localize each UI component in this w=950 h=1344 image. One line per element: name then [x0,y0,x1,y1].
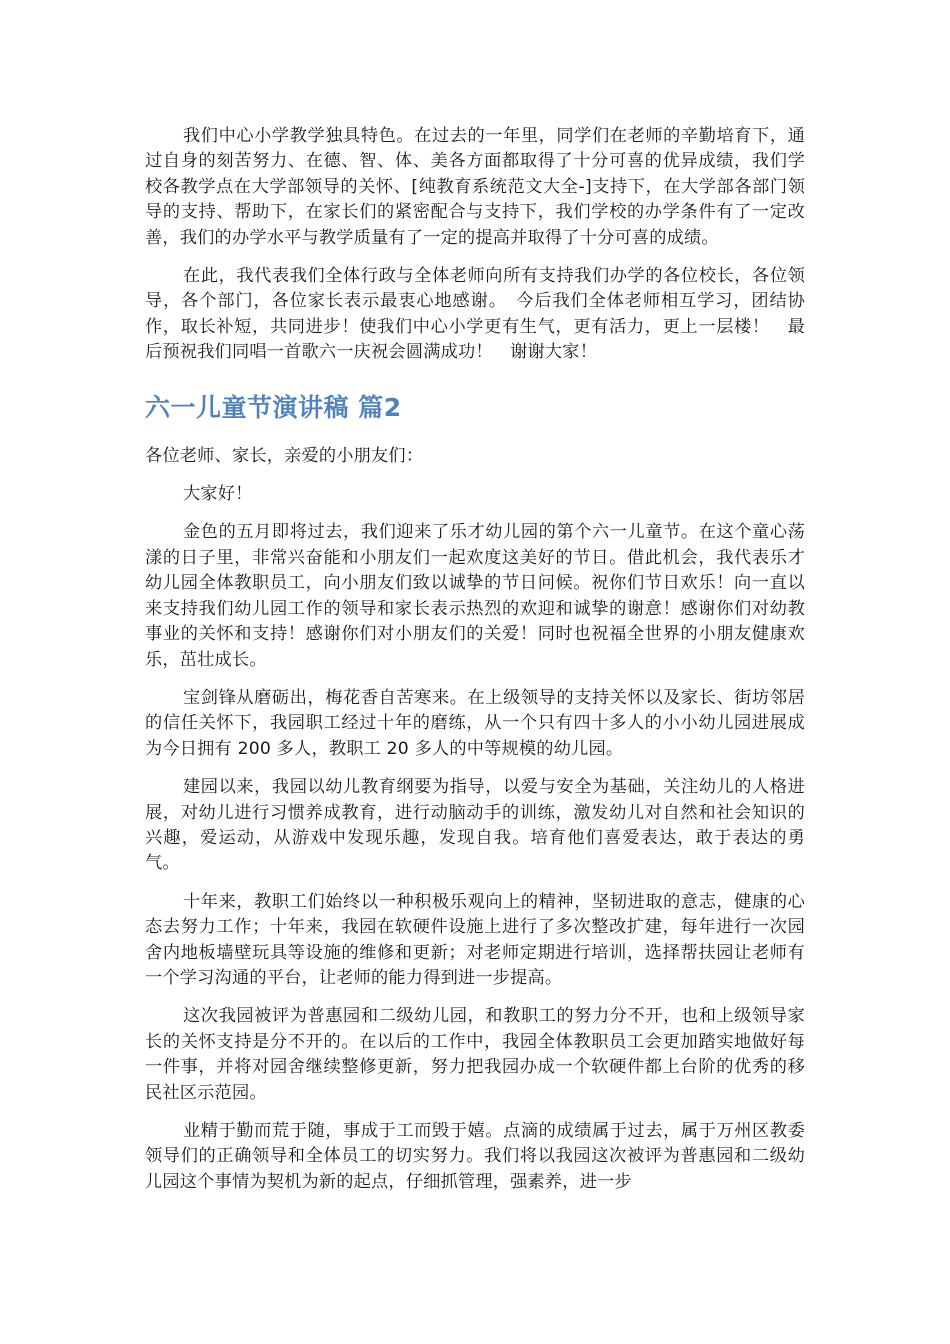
paragraph-thanks: 在此，我代表我们全体行政与全体老师向所有支持我们办学的各位校长，各位领导，各个部门，各位家长表示最衷心地感谢。 今后我们全体老师相互学习，团结协作，取长补短，共同进步！使我们中心小学更有生气，更有活力，更上一层楼！ 最后预祝我们同唱一首歌六一庆祝会圆满成功！ 谢谢大家！ [145,266,805,363]
paragraph-ten-years: 十年来，教职工们始终以一种积极乐观向上的精神，坚韧进取的意志，健康的心态去努力工作；十年来，我园在软硬件设施上进行了多次整改扩建，每年进行一次园舍内地板墙壁玩具等设施的维修和更新；对老师定期进行培训，选择帮扶园让老师有一个学习沟通的平台，让老师的能力得到进一步提高。 [145,891,805,988]
paragraph-education: 建园以来，我园以幼儿教育纲要为指导，以爱与安全为基础，关注幼儿的人格进展，对幼儿进行习惯养成教育，进行动脑动手的训练，激发幼儿对自然和社会知识的兴趣，爱运动，从游戏中发现乐趣，发现自我。培育他们喜爱表达，敢于表达的勇气。 [145,777,805,874]
greeting: 大家好！ [183,484,253,505]
section-heading: 六一儿童节演讲稿 篇2 [145,392,402,422]
paragraph-history: 宝剑锋从磨砺出，梅花香自苦寒来。在上级领导的支持关怀以及家长、街坊邻居的信任关怀下，我园职工经过十年的磨练，从一个只有四十多人的小小幼儿园进展成为今日拥有 200 多人，教职工 20 多人的中等规模的幼儿园。 [145,687,805,759]
paragraph-rating: 这次我园被评为普惠园和二级幼儿园，和教职工的努力分不开，也和上级领导家长的关怀支持是分不开的。在以后的工作中，我园全体教职员工会更加踏实地做好每一件事，并将对园舍继续整修更新，努力把我园办成一个软硬件都上台阶的优秀的移民社区示范园。 [145,1006,805,1103]
paragraph-welcome: 金色的五月即将过去，我们迎来了乐才幼儿园的第个六一儿童节。在这个童心荡漾的日子里，非常兴奋能和小朋友们一起欢度这美好的节日。借此机会，我代表乐才幼儿园全体教职员工，向小朋友们致以诚挚的节日问候。祝你们节日欢乐！向一直以来支持我们幼儿园工作的领导和家长表示热烈的欢迎和诚挚的谢意！感谢你们对幼教事业的关怀和支持！感谢你们对小朋友们的关爱！同时也祝福全世界的小朋友健康欢乐，茁壮成长。 [145,522,805,670]
document-page [145,124,805,1195]
paragraph-future: 业精于勤而荒于随，事成于工而毁于嬉。点滴的成绩属于过去，属于万州区教委领导们的正确领导和全体员工的切实努力。我们将以我园这次被评为普惠园和二级幼儿园这个事情为契机为新的起点，仔细抓管理，强素养，进一步 [145,1121,805,1192]
paragraph-achievements: 我们中心小学教学独具特色。在过去的一年里，同学们在老师的辛勤培育下，通过自身的刻苦努力、在德、智、体、美各方面都取得了十分可喜的优异成绩，我们学校各教学点在大学部领导的关怀、[纯教育系统范文大全-]支持下，在大学部各部门领导的支持、帮助下，在家长们的紧密配合与支持下，我们学校的办学条件有了一定改善，我们的办学水平与教学质量有了一定的提高并取得了十分可喜的成绩。 [145,126,805,248]
salutation: 各位老师、家长，亲爱的小朋友们： [145,445,424,466]
